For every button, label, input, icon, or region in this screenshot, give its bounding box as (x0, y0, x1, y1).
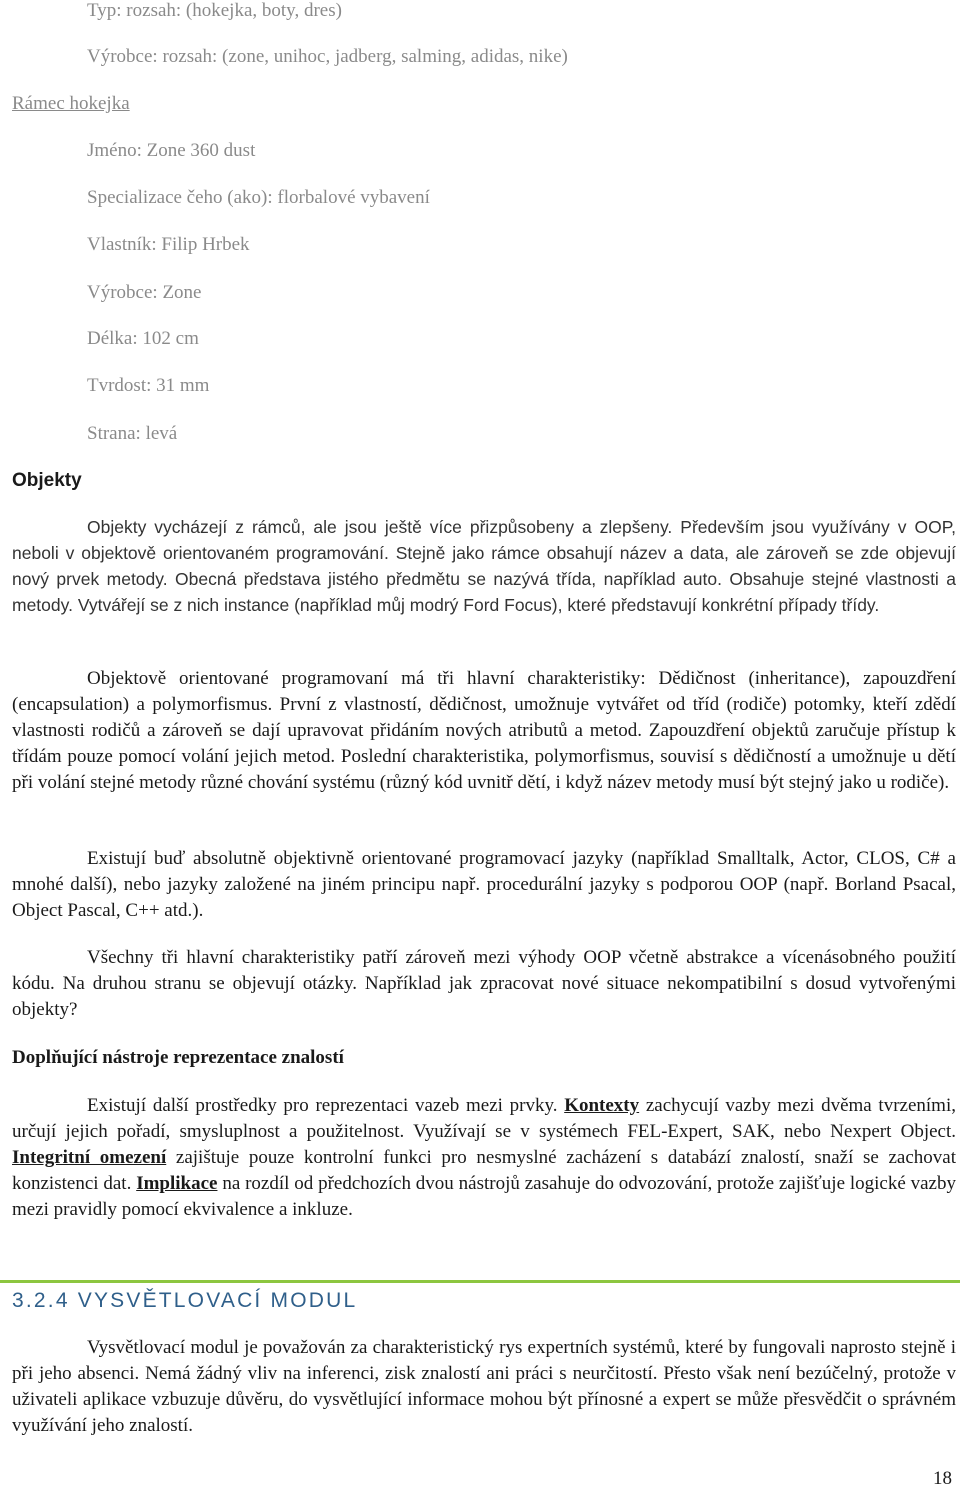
advantages-paragraph: Všechny tři hlavní charakteristiky patří zároveň mezi výhody OOP včetně abstrakce a vícenásobného použití kódu. Na druhou stranu se objevují otázky. Například jak zpracovat nové situace nekompatibilní s dosud vytvořenými objekty? (12, 947, 956, 1020)
frame-manufacturer-line: Výrobce: Zone (87, 282, 202, 303)
section-heading-rule (0, 1280, 960, 1323)
languages-paragraph: Existují buď absolutně objektivně orientované programovací jazyky (například Smalltalk, Actor, CLOS, C# a mnohé další), nebo jazyky založené na jiném principu např. procedurální jazyky s podporou OOP (např. Borland Psacal, Object Pascal, C++ atd.). (12, 848, 956, 921)
frame-hardness-line: Tvrdost: 31 mm (87, 375, 210, 396)
section-heading-title: 3.2.4 VYSVĚTLOVACÍ MODUL (12, 1289, 358, 1312)
frame-manufacturer-range-line: Výrobce: rozsah: (zone, unihoc, jadberg, salming, adidas, nike) (87, 46, 568, 67)
frame-label: Rámec hokejka (12, 93, 130, 114)
objects-label: Objekty (12, 470, 82, 491)
oop-characteristics-paragraph: Objektově orientované programovaní má tři hlavní charakteristiky: Dědičnost (inheritance), zapouzdření (encapsulation) a polymorfismus. První z vlastností, dědičnost, umožnuje vytvářet od tříd (rodiče) potomky, kteří zdědí vlastnosti rodičů a zároveň se dají upravovat přidáním nových atributů a metod. Zapouzdření objektů zaručuje přístup k třídám pouze pomocí volání jejich metod. Poslední charakteristika, polymorfismus, souvisí s dědičností a umožnuje u dětí při volání stejné metody různé chování systému (různý kód uvnitř dětí, i když název metody musí být stejný jako u rodiče). (12, 668, 956, 793)
supplementary-text-part3: zajištuje pouze kontrolní funkci pro nesmyslné zacházení s databází znalostí, snaží se zachovat konzistenci dat. (12, 1147, 957, 1194)
supplementary-text-part4: na rozdíl od předchozích dvou nástrojů zasahuje do odvozování, protože zajišťuje logické vazby mezi pravidly pomocí ekvivalence a inkluze. (12, 1173, 956, 1220)
frame-specialization-line: Specializace čeho (ako): florbalové vybavení (87, 187, 430, 208)
keyword-integrity-constraint: Integritní omezení (12, 1147, 167, 1168)
keyword-implication: Implikace (136, 1173, 218, 1194)
objects-paragraph: Objekty vycházejí z rámců, ale jsou ještě více přizpůsobeny a zlepšeny. Především jsou využívány v OOP, neboli v objektově orientovaném programování. Stejně jako rámce obsahují název a data, ale zároveň se zde objevují nový prvek metody. Obecná představa jistého předmětu se nazývá třída, například auto. Obsahuje stejné vlastnosti a metody. Vytvářejí se z nich instance (například můj modrý Ford Focus), které představují konkrétní případy třídy. (12, 517, 956, 615)
supplementary-text-part1: Existují další prostředky pro reprezentaci vazeb mezi prvky. (87, 1095, 565, 1116)
keyword-contexts: Kontexty (564, 1095, 640, 1116)
frame-length-line: Délka: 102 cm (87, 328, 199, 349)
frame-owner-line: Vlastník: Filip Hrbek (87, 234, 250, 255)
frame-name-line: Jméno: Zone 360 dust (87, 140, 256, 161)
supplementary-heading: Doplňující nástroje reprezentace znalostí (12, 1047, 344, 1068)
frame-type-line: Typ: rozsah: (hokejka, boty, dres) (87, 0, 342, 21)
page-number: 18 (933, 1468, 952, 1489)
frame-side-line: Strana: levá (87, 423, 178, 444)
supplementary-text-part2: zachycují vazby mezi dvěma tvrzeními, určují jejich pořadí, smysluplnost a použitelnost. Využívají se v systémech FEL-Expert, SAK, nebo Nexpert Object. (12, 1095, 956, 1142)
supplementary-paragraph (12, 1093, 956, 1223)
explanation-module-paragraph: Vysvětlovací modul je považován za charakteristický rys expertních systémů, které by fungovali naprosto stejně i při jeho absenci. Nemá žádný vliv na inferenci, zisk znalostí ani práci s neurčitostí. Přesto však není bezúčelný, protože v uživateli aplikace vzbuzuje důvěru, do vysvětlující informace mohou být přínosné a expert se může přesvědčit o správném využívání jeho znalostí. (12, 1337, 956, 1436)
